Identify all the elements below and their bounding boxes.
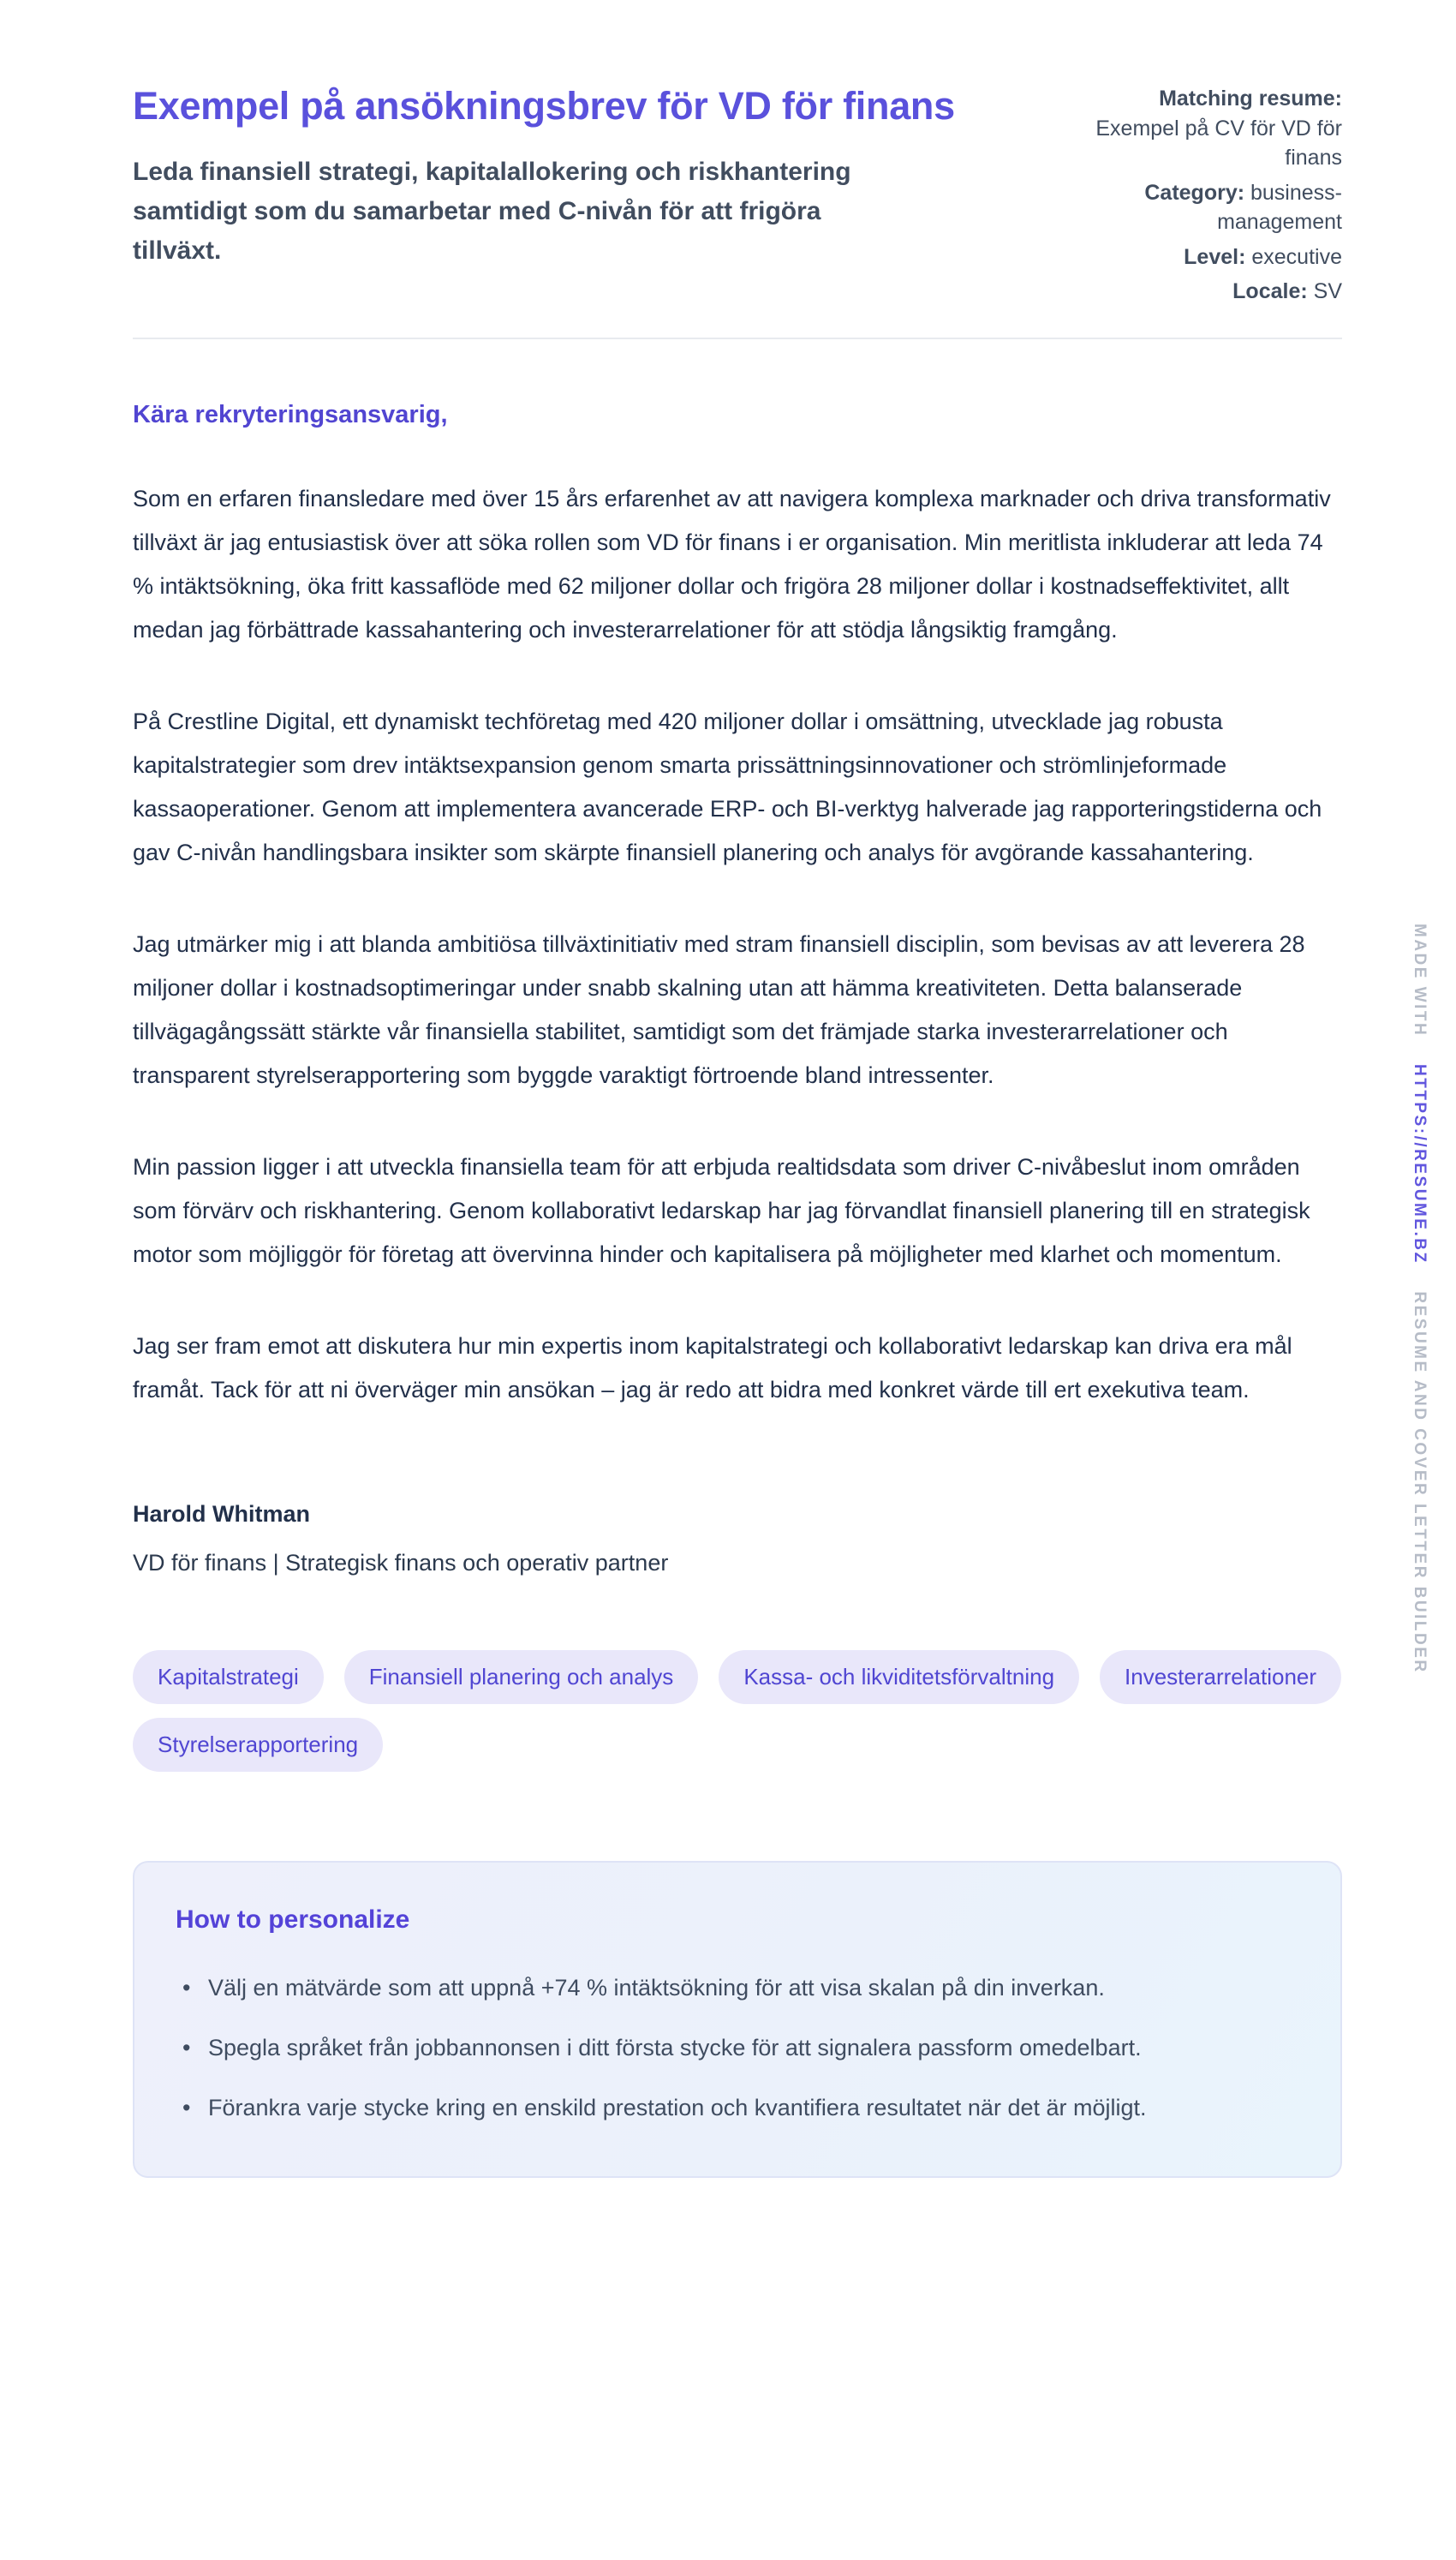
meta-locale-value: SV	[1313, 279, 1342, 303]
meta-category-value: business-management	[1217, 180, 1342, 234]
skill-tag-investerarrelationer: Investerarrelationer	[1100, 1650, 1341, 1704]
page-header	[133, 0, 1342, 312]
meta-level-label: Level:	[1184, 244, 1246, 269]
personalize-heading: How to personalize	[176, 1905, 410, 1934]
page-content	[133, 0, 1342, 2178]
personalize-box	[133, 1861, 1342, 2178]
skill-tag-kassa-likviditet: Kassa- och likviditetsförvaltning	[719, 1650, 1079, 1704]
header-title-block	[133, 79, 972, 271]
letter-paragraph-1: Som en erfaren finansledare med över 15 års erfarenhet av att navigera komplexa marknader och driva transformativ tillväxt är jag entusiastisk över att söka rollen som VD för finans i er organisation. Min meritlista inkluderar att leda 74 % intäktsökning, öka fritt kassaflöde med 62 miljoner dollar och frigöra 28 miljoner dollar i kostnadseffektivitet, allt medan jag förbättrade kassahantering och investerarrelationer för att stödja långsiktig framgång.	[133, 485, 1331, 643]
meta-matching-resume-label: Matching resume:	[1159, 87, 1342, 111]
skill-tags	[133, 1650, 1342, 1772]
meta-locale	[1072, 277, 1342, 307]
letter-paragraph-4: Min passion ligger i att utveckla finansiella team för att erbjuda realtidsdata som driver C-nivåbeslut inom områden som förvärv och riskhantering. Genom kollaborativt ledarskap har jag förvandlat finansiell planering till en strategisk motor som möjliggör för företag att övervinna hinder och kapitalisera på möjligheter med klarhet och momentum.	[133, 1153, 1310, 1267]
letter-greeting: Kära rekryteringsansvarig,	[133, 400, 448, 428]
letter-paragraph-5: Jag ser fram emot att diskutera hur min expertis inom kapitalstrategi och kollaborativt ledarskap kan driva era mål framåt. Tack för att ni överväger min ansökan – jag är redo att bidra med konkret värde till ert exekutiva team.	[133, 1332, 1292, 1403]
letter-paragraph-3: Jag utmärker mig i att blanda ambitiösa tillväxtinitiativ med stram finansiell disciplin, som bevisas av att leverera 28 miljoner dollar i kostnadsoptimeringar under snabb skalning utan att hämma kreativiteten. Detta balanserade tillvägagångssätt stärkte vår finansiella stabilitet, samtidigt som det främjade starka investerarrelationer och transparent styrelserapportering som byggde varaktigt förtroende bland intressenter.	[133, 930, 1305, 1088]
personalize-bullet-3: • Förankra varje stycke kring en enskild prestation och kvantifiera resultatet när det är möjligt.	[176, 2087, 1246, 2128]
signature-name: Harold Whitman	[133, 1500, 310, 1527]
personalize-list	[176, 1967, 1299, 2128]
meta-category	[1072, 178, 1342, 237]
page-subtitle: Leda finansiell strategi, kapitalallokering och riskhantering samtidigt som du samarbetar med C-nivån för att frigöra tillväxt.	[133, 157, 851, 265]
watermark-prefix: MADE WITH	[1411, 924, 1429, 1038]
personalize-bullet-1: • Välj en mätvärde som att uppnå +74 % intäktsökning för att visa skalan på din inverkan.	[176, 1967, 1246, 2008]
meta-category-label: Category:	[1144, 180, 1245, 205]
header-divider	[133, 338, 1342, 339]
meta-locale-label: Locale:	[1232, 279, 1308, 303]
page-title: Exempel på ansökningsbrev för VD för finans	[133, 84, 955, 128]
made-with-watermark	[1410, 924, 1429, 1674]
meta-matching-resume	[1072, 84, 1342, 173]
watermark-suffix: RESUME AND COVER LETTER BUILDER	[1411, 1291, 1429, 1674]
resume-bz-link[interactable]: HTTPS://RESUME.BZ	[1411, 1064, 1429, 1265]
meta-matching-resume-value: Exempel på CV för VD för finans	[1095, 116, 1342, 170]
meta-level	[1072, 242, 1342, 272]
signature-title: VD för finans | Strategisk finans och operativ partner	[133, 1549, 669, 1576]
letter-paragraph-2: På Crestline Digital, ett dynamiskt techföretag med 420 miljoner dollar i omsättning, utvecklade jag robusta kapitalstrategier som drev intäktsexpansion genom smarta prissättningsinnovationer och strömlinjeformade kassaoperationer. Genom att implementera avancerade ERP- och BI-verktyg halverade jag rapporteringstiderna och gav C-nivån handlingsbara insikter som skärpte finansiell planering och analys för avgörande kassahantering.	[133, 708, 1322, 865]
cover-letter-body	[133, 401, 1342, 1576]
meta-level-value: executive	[1251, 244, 1342, 269]
personalize-bullet-2: • Spegla språket från jobbannonsen i ditt första stycke för att signalera passform omedelbart.	[176, 2027, 1246, 2068]
skill-tag-finansiell-planering: Finansiell planering och analys	[344, 1650, 699, 1704]
resume-meta-panel	[1072, 79, 1342, 312]
skill-tag-kapitalstrategi: Kapitalstrategi	[133, 1650, 324, 1704]
skill-tag-styrelserapportering: Styrelserapportering	[133, 1718, 383, 1772]
